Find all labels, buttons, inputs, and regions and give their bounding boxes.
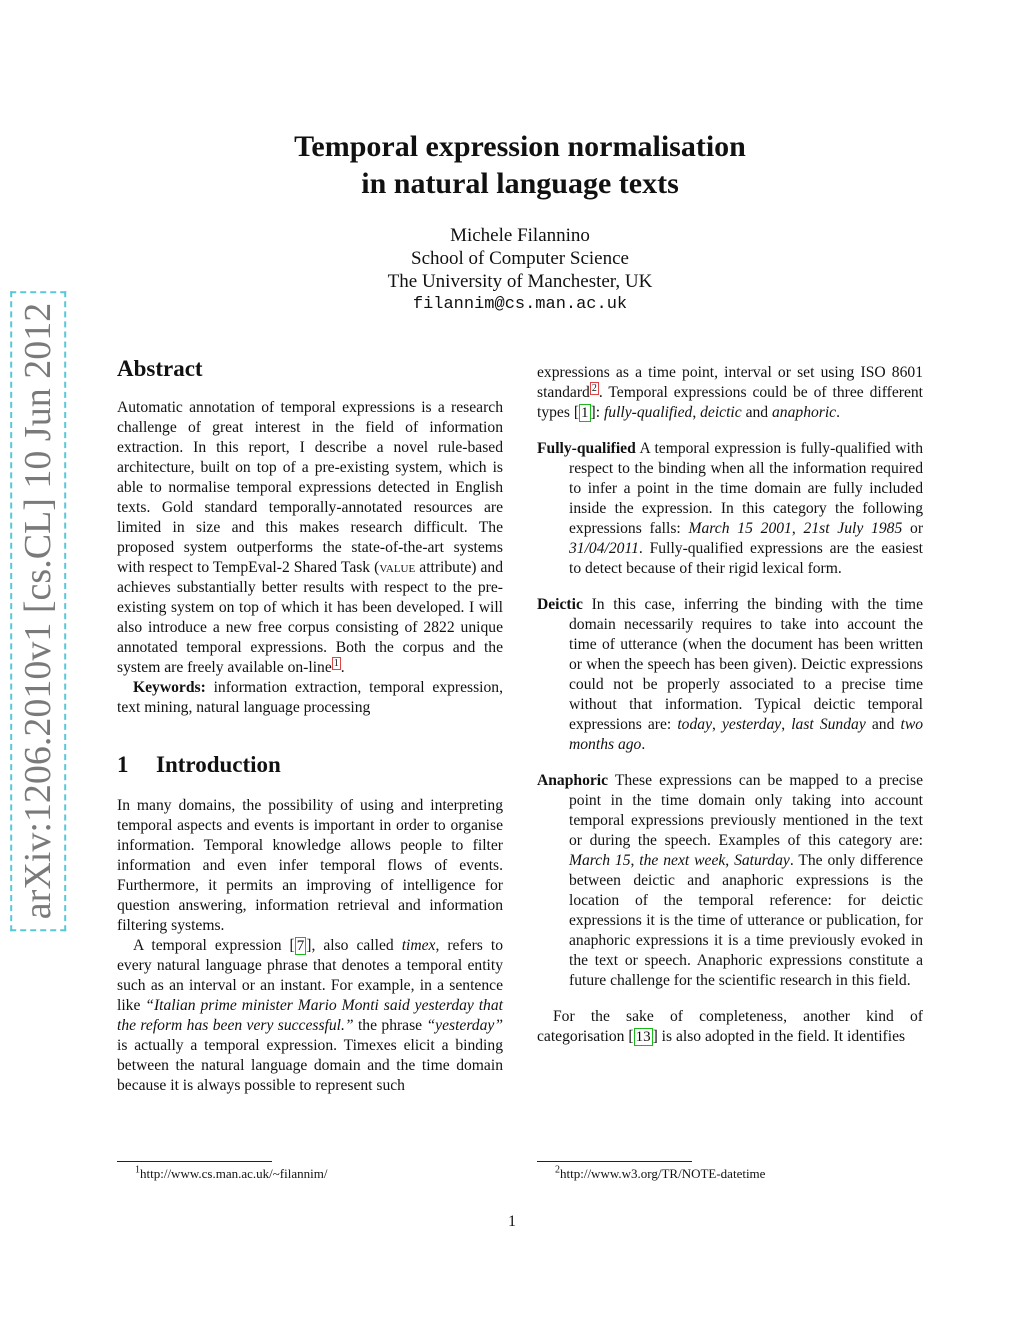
- spacer: [537, 991, 923, 1007]
- right-p2-text-b: is also adopted in the field. It identifies: [657, 1028, 906, 1045]
- fully-text-2: . Fully-qualified expressions are the easiest to detect because of their rigid lexical form.: [569, 540, 923, 577]
- fully-text-1: A temporal expression is fully-qualified with respect to the binding when all the information required to infer a point in the time domain are fully included inside the expression. In this category the following expressions falls:: [569, 440, 923, 537]
- right-paragraph-1: expressions as a time point, interval or set using ISO 8601 standard $^2$ . Temporal expressions could be of three different types [ 1 ]: fully-qualified, deictic and anaphoric.: [537, 364, 923, 421]
- deictic-text: [537, 595, 923, 755]
- keywords-paragraph: [117, 678, 503, 718]
- deictic-comma-1: ,: [712, 716, 723, 733]
- deictic-example-2: yesterday: [722, 716, 782, 733]
- fully-comma: ,: [791, 520, 804, 537]
- anaphoric-comma-2: ,: [725, 852, 735, 869]
- example-quote: “Italian prime minister Mario Monti said yesterday that the reform has been very successful.”: [117, 997, 503, 1034]
- fully-qualified-text: [537, 439, 923, 579]
- fully-example-3: 31/04/2011: [569, 540, 639, 557]
- anaphoric-text-2: . The only difference between deictic and anaphoric expressions is the location of the temporal reference: for deictic expressions it is the time of utterance or publication, for anaphoric expressions it is a time previously evoked in the text or speech. Anaphoric expressions constitute a future challenge for the scientific research in this field.: [569, 852, 923, 989]
- intro-heading: [117, 750, 503, 780]
- term-deictic: Deictic: [537, 596, 583, 613]
- page-number: 1: [508, 1213, 516, 1230]
- intro-p2-text-d: the phrase: [353, 1017, 427, 1034]
- intro-paragraph-1: In many domains, the possibility of using and interpreting temporal aspects and events is important in order to organise information. Temporal knowledge allows people to filter information and even infer temporal flows of events. Furthermore, it permits an improving of intelligence for question answering, information retrieval and information filtering systems.: [117, 797, 503, 934]
- author-dept: School of Computer Science: [411, 248, 629, 269]
- footnote-1-number: 1: [135, 1164, 140, 1176]
- right-column: [537, 363, 923, 1047]
- keywords-text: information extraction, temporal expression, text mining, natural language processing: [117, 679, 503, 716]
- paper-title: [150, 128, 890, 202]
- anaphoric-example-1: March 15: [569, 852, 631, 869]
- title-line-2: in natural language texts: [361, 167, 679, 200]
- intro-title: Introduction: [156, 752, 281, 777]
- right-p2-text-a: For the sake of completeness, another kind of categorisation: [537, 1008, 923, 1045]
- intro-p2-text-b: , also called: [311, 937, 402, 954]
- footnote-1-link[interactable]: 1: [333, 657, 339, 669]
- type-deictic: deictic: [700, 404, 742, 421]
- deictic-comma-2: ,: [781, 716, 792, 733]
- fully-example-1: March 15 2001: [688, 520, 792, 537]
- intro-paragraph-2: A temporal expression [ 7 ], also called timex, refers to every natural language phrase that denotes a temporal entity such as an interval or an instant. For example, in a sentence like “Italian prime minister Mario Monti said yesterday that the reform has been very successful.” the phrase “yesterday” is actually a temporal expression. Timexes elicit a binding between the natural language domain and the time domain because it is always possible to represent such: [117, 937, 503, 1094]
- yesterday-phrase: “yesterday”: [426, 1017, 503, 1034]
- type-fully-qualified: fully-qualified: [603, 404, 693, 421]
- deictic-example-3: last Sunday: [791, 716, 866, 733]
- arxiv-stamp[interactable]: [10, 302, 66, 920]
- citation-1[interactable]: 1: [581, 405, 589, 421]
- footnote-1: [135, 1166, 327, 1182]
- definition-anaphoric: [537, 771, 923, 991]
- intro-p2-text-c: , refers to every natural language phrase that denotes a temporal entity such as an interval or an instant. For example, in a sentence like: [117, 937, 503, 1014]
- value-attribute: value: [379, 559, 416, 576]
- right-p1-text-b: . Temporal expressions could be of three different types: [537, 384, 923, 421]
- deictic-and: and: [865, 716, 901, 733]
- right-paragraph-2: For the sake of completeness, another kind of categorisation [ 13 ] is also adopted in the field. It identifies: [537, 1008, 923, 1045]
- left-column: [117, 354, 503, 1096]
- citation-7[interactable]: 7: [296, 938, 305, 954]
- definition-deictic: [537, 595, 923, 755]
- deictic-example-4: two months ago: [569, 716, 924, 753]
- anaphoric-comma-1: ,: [630, 852, 640, 869]
- anaphoric-example-3: Saturday: [734, 852, 790, 869]
- keywords-label: Keywords:: [133, 679, 206, 696]
- author-name: Michele Filannino: [450, 225, 590, 246]
- term-anaphoric: Anaphoric: [537, 772, 609, 789]
- footnote-rule-right: [537, 1161, 692, 1162]
- right-p1-text-a: expressions as a time point, interval or set using ISO 8601 standard: [537, 364, 923, 401]
- abstract-text-3: .: [340, 659, 345, 676]
- deictic-text-1: In this case, inferring the binding with the time domain necessarily requires to take into account the time of utterance (when the document has been written or when the speech has been given). Deictic expressions could not be properly associated to a precise time without that information. Typical deictic temporal expressions are:: [569, 596, 923, 733]
- arxiv-stamp-text[interactable]: arXiv:1206.2010v1 [cs.CL] 10 Jun 2012: [16, 297, 60, 925]
- footnote-rule-left: [117, 1161, 272, 1162]
- fully-example-2: 21st July 1985: [803, 520, 903, 537]
- term-fully-qualified: Fully-qualified: [537, 440, 636, 457]
- abstract-heading: Abstract: [117, 356, 203, 381]
- anaphoric-example-2: the next week: [639, 852, 726, 869]
- title-line-1: Temporal expression normalisation: [294, 130, 746, 163]
- citation-13[interactable]: 13: [635, 1029, 651, 1045]
- anaphoric-text-1: These expressions can be mapped to a precise point in the time domain only taking into account temporal expressions previously mentioned in the text or during the speech. Examples of this category are:: [569, 772, 923, 849]
- intro-p2-text-a: A temporal expression: [133, 937, 290, 954]
- right-p1-text-c: :: [595, 404, 604, 421]
- author-univ: The University of Manchester, UK: [387, 271, 653, 292]
- period: .: [836, 404, 841, 421]
- and-word: and: [741, 404, 772, 421]
- abstract-paragraph: [117, 398, 503, 678]
- author-email[interactable]: filannim@cs.man.ac.uk: [412, 295, 628, 314]
- footnote-2-number: 2: [555, 1164, 560, 1176]
- timex-term: timex: [401, 937, 436, 954]
- intro-number: 1: [117, 752, 129, 777]
- intro-p2-text-e: is actually a temporal expression. Timexes elicit a binding between the natural language domain and the time domain because it is always possible to represent such: [117, 1037, 503, 1094]
- deictic-end: .: [641, 736, 646, 753]
- footnote-1-url[interactable]: http://www.cs.man.ac.uk/~filannim/: [140, 1166, 328, 1181]
- author-block: [250, 224, 790, 316]
- definition-fully-qualified: [537, 439, 923, 579]
- footnote-2: [555, 1166, 765, 1182]
- fully-or: or: [902, 520, 924, 537]
- anaphoric-text: [537, 771, 923, 991]
- footnote-2-url[interactable]: http://www.w3.org/TR/NOTE-datetime: [560, 1166, 766, 1181]
- deictic-example-1: today: [677, 716, 712, 733]
- abstract-text-2: attribute) and achieves substantially better results with respect to the pre-existing system on top of which it has been developed. I will also introduce a new free corpus consisting of 2822 unique annotated temporal expressions. Both the corpus and the system are freely available on-line: [117, 559, 503, 676]
- footnote-2-link[interactable]: 2: [591, 382, 597, 394]
- abstract-text-1: Automatic annotation of temporal expressions is a research challenge of great interest in the field of information extraction. In this report, I describe a novel rule-based architecture, built on top of a pre-existing system, which is able to normalise temporal expressions detected in English texts. Gold standard temporally-annotated resources are limited in size and this makes research difficult. The proposed system outperforms the state-of-the-art systems with respect to TempEval-2 Shared Task (: [117, 399, 503, 576]
- type-anaphoric: anaphoric: [772, 404, 837, 421]
- sep: ,: [692, 404, 701, 421]
